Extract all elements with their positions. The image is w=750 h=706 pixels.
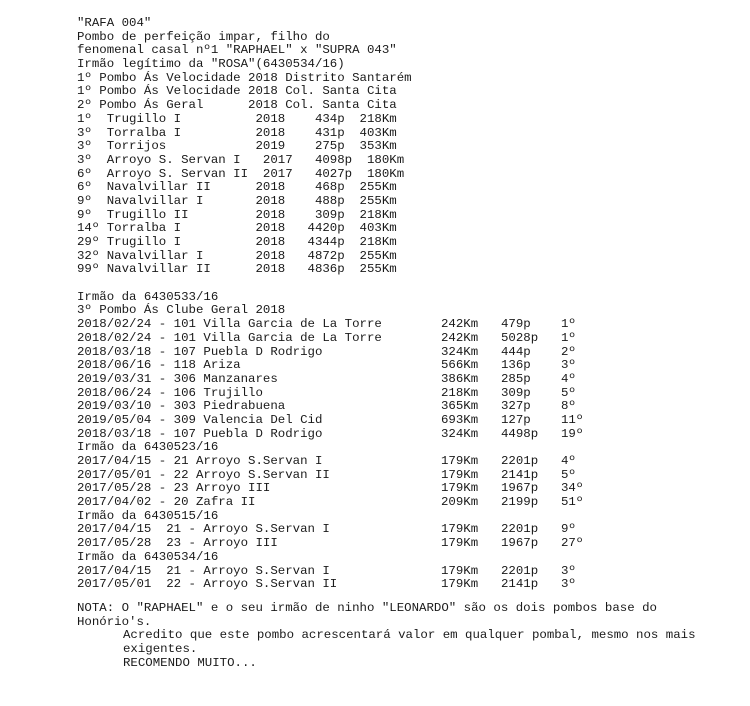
race-distance: 386Km bbox=[441, 371, 479, 386]
race-birds: 2141p bbox=[501, 577, 539, 592]
race-name: 2017/04/15 21 - Arroyo S.Servan I bbox=[77, 522, 330, 537]
note-main: NOTA: O "RAPHAEL" e o seu irmão de ninho "LEONARDO" são os dois pombos base do Honório's. bbox=[77, 600, 657, 629]
race-name: 2019/03/31 - 306 Manzanares bbox=[77, 371, 278, 386]
sibling-title: Irmão da 6430515/16 bbox=[77, 508, 219, 523]
race-birds: 2201p bbox=[501, 522, 539, 537]
race-place: 2º bbox=[561, 344, 576, 359]
race-row bbox=[77, 318, 737, 332]
race-distance: 324Km bbox=[441, 426, 479, 441]
result-line: 29º Trugillo I 2018 4344p 218Km bbox=[77, 235, 397, 249]
race-row bbox=[77, 387, 737, 401]
race-row bbox=[77, 414, 737, 428]
race-birds: 136p bbox=[501, 358, 531, 373]
race-place: 3º bbox=[561, 358, 576, 373]
race-place: 4º bbox=[561, 371, 576, 386]
race-name: 2018/03/18 - 107 Puebla D Rodrigo bbox=[77, 344, 323, 359]
race-distance: 242Km bbox=[441, 317, 479, 332]
race-distance: 179Km bbox=[441, 536, 479, 551]
race-row bbox=[77, 346, 737, 360]
race-place: 3º bbox=[561, 577, 576, 592]
race-birds: 479p bbox=[501, 317, 531, 332]
race-name: 2019/03/10 - 303 Piedrabuena bbox=[77, 399, 286, 414]
race-place: 4º bbox=[561, 454, 576, 468]
header-line: fenomenal casal nº1 "RAPHAEL" x "SUPRA 043" bbox=[77, 43, 397, 58]
race-birds: 127p bbox=[501, 412, 531, 427]
header-line: 1º Pombo Ás Velocidade 2018 Col. Santa Cita bbox=[77, 84, 397, 99]
race-birds: 2201p bbox=[501, 563, 539, 578]
race-place: 34º bbox=[561, 481, 584, 496]
race-place: 5º bbox=[561, 385, 576, 400]
note-line: RECOMENDO MUITO... bbox=[123, 655, 257, 670]
race-place: 1º bbox=[561, 330, 576, 345]
race-row bbox=[77, 400, 737, 414]
note-line: Acredito que este pombo acrescentará valor em qualquer pombal, mesmo nos mais exigentes. bbox=[123, 628, 696, 656]
race-row bbox=[77, 373, 737, 387]
race-name: 2017/05/01 22 - Arroyo S.Servan II bbox=[77, 577, 338, 592]
race-distance: 324Km bbox=[441, 344, 479, 359]
race-name: 2018/02/24 - 101 Villa Garcia de La Torre bbox=[77, 330, 382, 345]
race-place: 5º bbox=[561, 467, 576, 482]
race-name: 2018/03/18 - 107 Puebla D Rodrigo bbox=[77, 426, 323, 441]
race-row bbox=[77, 469, 737, 483]
race-birds: 2141p bbox=[501, 467, 539, 482]
race-distance: 693Km bbox=[441, 412, 479, 427]
race-distance: 566Km bbox=[441, 358, 479, 373]
race-row bbox=[77, 428, 737, 442]
race-distance: 179Km bbox=[441, 454, 479, 468]
main-results bbox=[77, 113, 737, 277]
race-name: 2019/05/04 - 309 Valencia Del Cid bbox=[77, 412, 323, 427]
race-place: 11º bbox=[561, 412, 584, 427]
result-line: 3º Arroyo S. Servan I 2017 4098p 180Km bbox=[77, 152, 405, 167]
race-distance: 365Km bbox=[441, 399, 479, 414]
race-distance: 179Km bbox=[441, 467, 479, 482]
race-birds: 309p bbox=[501, 385, 531, 400]
race-name: 2018/06/24 - 106 Trujillo bbox=[77, 385, 263, 400]
sibling-title: Irmão da 6430533/16 bbox=[77, 289, 219, 304]
race-name: 2017/04/15 21 - Arroyo S.Servan I bbox=[77, 563, 330, 578]
race-place: 19º bbox=[561, 426, 584, 441]
header-line: 2º Pombo Ás Geral 2018 Col. Santa Cita bbox=[77, 98, 397, 113]
race-name: 2017/04/15 - 21 Arroyo S.Servan I bbox=[77, 454, 323, 468]
race-place: 8º bbox=[561, 399, 576, 414]
result-line: 6º Navalvillar II 2018 468p 255Km bbox=[77, 180, 397, 195]
sibling-section-3 bbox=[77, 510, 737, 551]
header-line: "RAFA 004" bbox=[77, 16, 152, 30]
race-row bbox=[77, 565, 737, 579]
race-birds: 1967p bbox=[501, 481, 539, 496]
result-line: 1º Trugillo I 2018 434p 218Km bbox=[77, 111, 397, 126]
race-distance: 179Km bbox=[441, 481, 479, 496]
result-line: 32º Navalvillar I 2018 4872p 255Km bbox=[77, 248, 397, 263]
race-row bbox=[77, 359, 737, 373]
race-row bbox=[77, 332, 737, 346]
race-place: 27º bbox=[561, 536, 584, 551]
race-birds: 5028p bbox=[501, 330, 539, 345]
result-line: 6º Arroyo S. Servan II 2017 4027p 180Km bbox=[77, 166, 405, 181]
header-line: 1º Pombo Ás Velocidade 2018 Distrito Santarém bbox=[77, 70, 412, 85]
race-distance: 218Km bbox=[441, 385, 479, 400]
pigeon-pedigree-document bbox=[77, 17, 737, 670]
result-line: 9º Navalvillar I 2018 488p 255Km bbox=[77, 193, 397, 208]
race-distance: 179Km bbox=[441, 563, 479, 578]
race-place: 1º bbox=[561, 317, 576, 332]
race-name: 2017/05/28 23 - Arroyo III bbox=[77, 536, 278, 551]
race-row bbox=[77, 578, 737, 592]
race-place: 3º bbox=[561, 563, 576, 578]
sibling-subtitle: 3º Pombo Ás Clube Geral 2018 bbox=[77, 303, 286, 318]
race-place: 9º bbox=[561, 522, 576, 537]
race-birds: 285p bbox=[501, 371, 531, 386]
race-row bbox=[77, 496, 737, 510]
sibling-title: Irmão da 6430534/16 bbox=[77, 549, 219, 564]
result-line: 3º Torrijos 2019 275p 353Km bbox=[77, 139, 397, 154]
race-birds: 1967p bbox=[501, 536, 539, 551]
result-line: 14º Torralba I 2018 4420p 403Km bbox=[77, 221, 397, 236]
sibling-section-2 bbox=[77, 441, 737, 509]
race-row bbox=[77, 482, 737, 496]
race-birds: 327p bbox=[501, 399, 531, 414]
race-name: 2017/05/01 - 22 Arroyo S.Servan II bbox=[77, 467, 330, 482]
race-distance: 179Km bbox=[441, 522, 479, 537]
sibling-title: Irmão da 6430523/16 bbox=[77, 440, 219, 455]
race-distance: 209Km bbox=[441, 495, 479, 510]
race-birds: 444p bbox=[501, 344, 531, 359]
header-line: Pombo de perfeição impar, filho do bbox=[77, 29, 330, 44]
race-row bbox=[77, 537, 737, 551]
sibling-section-4 bbox=[77, 551, 737, 592]
race-row bbox=[77, 455, 737, 469]
race-place: 51º bbox=[561, 495, 584, 510]
result-line: 9º Trugillo II 2018 309p 218Km bbox=[77, 207, 397, 222]
race-birds: 2199p bbox=[501, 495, 539, 510]
result-line: 3º Torralba I 2018 431p 403Km bbox=[77, 125, 397, 140]
note-block bbox=[77, 602, 737, 671]
race-name: 2017/05/28 - 23 Arroyo III bbox=[77, 481, 271, 496]
header-block bbox=[77, 17, 737, 113]
sibling-section-1 bbox=[77, 291, 737, 442]
result-line: 99º Navalvillar II 2018 4836p 255Km bbox=[77, 262, 397, 277]
race-birds: 2201p bbox=[501, 454, 539, 468]
race-name: 2018/06/16 - 118 Ariza bbox=[77, 358, 241, 373]
race-birds: 4498p bbox=[501, 426, 539, 441]
race-distance: 242Km bbox=[441, 330, 479, 345]
race-distance: 179Km bbox=[441, 577, 479, 592]
race-row bbox=[77, 523, 737, 537]
race-name: 2017/04/02 - 20 Zafra II bbox=[77, 495, 256, 510]
header-line: Irmão legítimo da "ROSA"(6430534/16) bbox=[77, 57, 345, 72]
race-name: 2018/02/24 - 101 Villa Garcia de La Torre bbox=[77, 317, 382, 332]
